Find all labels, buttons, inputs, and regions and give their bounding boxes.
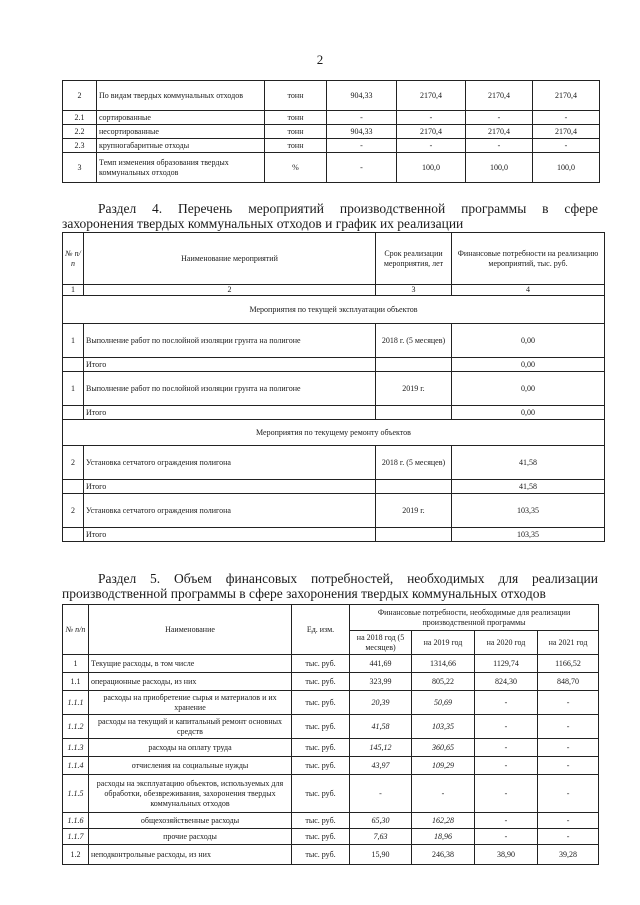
measure-name: Выполнение работ по послойной изоляции грунта на полигоне [84,324,376,358]
row-name: прочие расходы [89,829,292,845]
finance-table [62,604,599,865]
row-value: - [475,691,538,715]
row-value: - [538,715,599,739]
row-unit: тыс. руб. [292,655,350,673]
measure-term: 2019 г. [376,494,452,528]
row-name: несортированные [97,125,265,139]
row-unit: тыс. руб. [292,845,350,865]
table-row [63,845,599,865]
total-row [63,480,605,494]
row-name: расходы на оплату труда [89,739,292,757]
table-row [63,739,599,757]
measure-name: Установка сетчатого ограждения полигона [84,494,376,528]
row-unit: тыс. руб. [292,775,350,813]
row-value: 360,65 [412,739,475,757]
row-unit: тонн [265,81,327,111]
row-number: 1.2 [63,845,89,865]
row-number: 1.1 [63,673,89,691]
row-number: 1.1.1 [63,691,89,715]
row-number: 1.1.3 [63,739,89,757]
row-value: 2170,4 [397,125,466,139]
row-value: - [533,111,600,125]
row-value: 2170,4 [533,81,600,111]
row-value: 246,38 [412,845,475,865]
row-value: 15,90 [350,845,412,865]
measure-name: Установка сетчатого ограждения полигона [84,446,376,480]
measure-term: 2018 г. (5 месяцев) [376,324,452,358]
table-row [63,715,599,739]
row-number: 1.1.6 [63,813,89,829]
row-value: 50,69 [412,691,475,715]
table-row [63,494,605,528]
row-value: 39,28 [538,845,599,865]
table-row [63,813,599,829]
row-name: По видам твердых коммунальных отходов [97,81,265,111]
row-value: 323,99 [350,673,412,691]
row-value: 2170,4 [466,125,533,139]
row-value: 1314,66 [412,655,475,673]
row-value: - [327,139,397,153]
row-unit: тыс. руб. [292,715,350,739]
header-finance: Финансовые потребности на реализацию мероприятий, тыс. руб. [452,233,605,285]
row-value: - [538,813,599,829]
row-value: 100,0 [533,153,600,183]
column-number: 4 [452,285,605,296]
row-value: 805,22 [412,673,475,691]
waste-volume-table [62,80,600,183]
table-row [63,775,599,813]
row-value: - [466,111,533,125]
row-number: 3 [63,153,97,183]
total-label: Итого [84,480,376,494]
measure-value: 0,00 [452,324,605,358]
header-year-2021: на 2021 год [538,631,599,655]
table-row [63,372,605,406]
row-value: - [466,139,533,153]
section-5-heading [62,571,598,601]
row-value: 100,0 [466,153,533,183]
row-value: 20,39 [350,691,412,715]
table-row [63,691,599,715]
total-row [63,528,605,542]
total-row [63,358,605,372]
table-row [63,829,599,845]
table-row [63,125,600,139]
row-number: 2.2 [63,125,97,139]
table-row [63,673,599,691]
group-title: Мероприятия по текущему ремонту объектов [63,420,605,446]
column-number: 2 [84,285,376,296]
row-value: 2170,4 [466,81,533,111]
row-name: общехозяйственные расходы [89,813,292,829]
row-unit: тонн [265,111,327,125]
row-value: 848,70 [538,673,599,691]
row-value: - [475,775,538,813]
row-value: 904,33 [327,125,397,139]
row-value: - [397,111,466,125]
row-unit: тыс. руб. [292,673,350,691]
row-value: - [538,829,599,845]
row-value: - [327,153,397,183]
row-value: - [538,757,599,775]
row-name: сортированные [97,111,265,125]
measure-term: 2018 г. (5 месяцев) [376,446,452,480]
table-row [63,655,599,673]
row-value: 109,29 [412,757,475,775]
page-number: 2 [316,52,324,67]
row-name: отчисления на социальные нужды [89,757,292,775]
section-5-title-line1: Раздел 5. Объем финансовых потребностей, необходимых для реализации [98,571,598,586]
row-unit: тыс. руб. [292,829,350,845]
row-value: - [327,111,397,125]
total-value: 0,00 [452,358,605,372]
table-row [63,139,600,153]
row-number: 1.1.5 [63,775,89,813]
row-name: крупногабаритные отходы [97,139,265,153]
row-name: операционные расходы, из них [89,673,292,691]
row-value: 2170,4 [397,81,466,111]
table-header-row [63,605,599,631]
total-row [63,406,605,420]
total-label: Итого [84,358,376,372]
row-value: 18,96 [412,829,475,845]
row-value: - [397,139,466,153]
measure-name: Выполнение работ по послойной изоляции грунта на полигоне [84,372,376,406]
table-header-row [63,233,605,285]
header-term: Срок реализации мероприятия, лет [376,233,452,285]
row-value: - [475,813,538,829]
row-value: - [412,775,475,813]
row-name: расходы на эксплуатацию объектов, используемых для обработки, обезвреживания, захоронения твердых коммунальных отходов [89,775,292,813]
row-value: 38,90 [475,845,538,865]
row-value: - [475,715,538,739]
header-name: Наименование [89,605,292,655]
row-name: расходы на приобретение сырья и материалов и их хранение [89,691,292,715]
row-value: - [533,139,600,153]
row-name: неподконтрольные расходы, из них [89,845,292,865]
row-number: 1 [63,372,84,406]
measure-value: 0,00 [452,372,605,406]
header-year-2018: на 2018 год (5 месяцев) [350,631,412,655]
table-row [63,324,605,358]
row-number: 1.1.2 [63,715,89,739]
row-value: 100,0 [397,153,466,183]
row-number: 1 [63,324,84,358]
row-value: 7,63 [350,829,412,845]
total-label: Итого [84,528,376,542]
row-number: 1.1.4 [63,757,89,775]
table-row [63,153,600,183]
section-4-heading [62,201,598,231]
header-number: № п/п [63,605,89,655]
row-value: 2170,4 [533,125,600,139]
header-year-2020: на 2020 год [475,631,538,655]
header-finance: Финансовые потребности, необходимые для реализации производственной программы [350,605,599,631]
row-value: 1166,52 [538,655,599,673]
section-4-title-line2: захоронения твердых коммунальных отходов и график их реализации [62,216,464,231]
column-number: 1 [63,285,84,296]
total-value: 0,00 [452,406,605,420]
row-number: 2.3 [63,139,97,153]
section-5-title-line2: производственной программы в сфере захоронения твердых коммунальных отходов [62,586,546,601]
total-label: Итого [84,406,376,420]
row-unit: тонн [265,139,327,153]
row-value: 904,33 [327,81,397,111]
row-value: - [350,775,412,813]
column-number: 3 [376,285,452,296]
header-number: № п/п [63,233,84,285]
group-row [63,296,605,324]
row-number: 2.1 [63,111,97,125]
column-numbers-row [63,285,605,296]
header-measure-name: Наименование мероприятий [84,233,376,285]
row-value: 103,35 [412,715,475,739]
row-number: 1.1.7 [63,829,89,845]
row-name: расходы на текущий и капитальный ремонт основных средств [89,715,292,739]
row-number: 2 [63,446,84,480]
row-number: 2 [63,494,84,528]
row-number: 1 [63,655,89,673]
row-value: 162,28 [412,813,475,829]
measure-value: 103,35 [452,494,605,528]
table-row [63,446,605,480]
row-unit: тыс. руб. [292,757,350,775]
row-value: 145,12 [350,739,412,757]
row-value: - [538,691,599,715]
row-value: 824,30 [475,673,538,691]
total-value: 103,35 [452,528,605,542]
group-row [63,420,605,446]
row-number: 2 [63,81,97,111]
row-value: 65,30 [350,813,412,829]
row-value: 441,69 [350,655,412,673]
row-value: 1129,74 [475,655,538,673]
row-value: - [475,829,538,845]
table-row [63,111,600,125]
section-4-title-line1: Раздел 4. Перечень мероприятий производственной программы в сфере [98,201,598,216]
row-value: - [538,739,599,757]
row-value: 41,58 [350,715,412,739]
measures-table [62,232,605,542]
row-unit: тыс. руб. [292,813,350,829]
row-unit: % [265,153,327,183]
row-unit: тонн [265,125,327,139]
row-unit: тыс. руб. [292,691,350,715]
row-value: 43,97 [350,757,412,775]
row-value: - [538,775,599,813]
row-value: - [475,757,538,775]
header-unit: Ед. изм. [292,605,350,655]
table-row [63,81,600,111]
header-year-2019: на 2019 год [412,631,475,655]
table-row [63,757,599,775]
row-unit: тыс. руб. [292,739,350,757]
total-value: 41,58 [452,480,605,494]
group-title: Мероприятия по текущей эксплуатации объектов [63,296,605,324]
row-name: Текущие расходы, в том числе [89,655,292,673]
row-name: Темп изменения образования твердых коммунальных отходов [97,153,265,183]
row-value: - [475,739,538,757]
measure-term: 2019 г. [376,372,452,406]
measure-value: 41,58 [452,446,605,480]
